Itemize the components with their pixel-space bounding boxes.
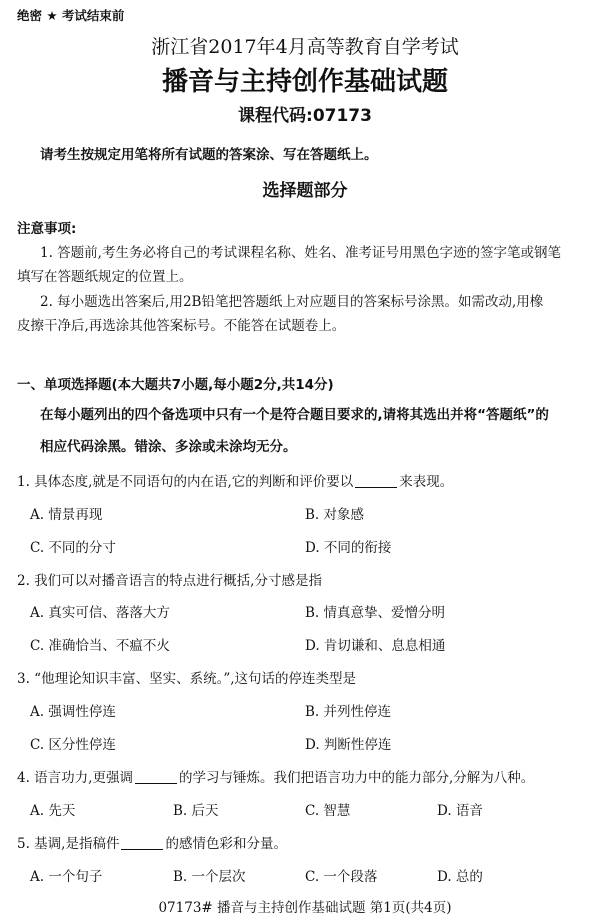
question-1-stem-end: 来表现。 xyxy=(399,474,454,490)
question-1-option-b: B. 对象感 xyxy=(305,507,365,523)
page-footer: 07173# 播音与主持创作基础试题 第1页(共4页) xyxy=(158,900,452,916)
question-1-stem xyxy=(17,470,453,490)
exam-title: 浙江省2017年4月高等教育自学考试 xyxy=(151,36,459,58)
answer-blank xyxy=(121,835,163,850)
question-2-option-b: B. 情真意挚、爱憎分明 xyxy=(305,605,446,621)
question-4-option-d: D. 语音 xyxy=(437,803,483,819)
question-4-stem-end: 的学习与锤炼。我们把语言功力中的能力部分,分解为八种。 xyxy=(178,770,535,786)
question-2-option-a: A. 真实可信、落落大方 xyxy=(30,605,170,621)
section-description-line-1: 在每小题列出的四个备选项中只有一个是符合题目要求的,请将其选出并将“答题纸”的 xyxy=(40,407,549,423)
part-title: 选择题部分 xyxy=(262,181,348,201)
question-2-option-d: D. 肯切谦和、息息相通 xyxy=(305,638,446,654)
section-heading: 一、单项选择题(本大题共7小题,每小题2分,共14分) xyxy=(17,377,334,393)
note-2-line-2: 皮擦干净后,再选涂其他答案标号。不能答在试题卷上。 xyxy=(17,318,346,334)
question-3-option-c: C. 区分性停连 xyxy=(30,737,116,753)
question-2-stem: 2. 我们可以对播音语言的特点进行概括,分寸感是指 xyxy=(17,573,322,589)
question-4-option-c: C. 智慧 xyxy=(305,803,351,819)
question-2-option-c: C. 准确恰当、不瘟不火 xyxy=(30,638,170,654)
question-5-option-b: B. 一个层次 xyxy=(173,869,246,885)
question-4-stem-start: 4. 语言功力,更强调 xyxy=(17,770,133,786)
section-description-line-2: 相应代码涂黑。错涂、多涂或未涂均无分。 xyxy=(40,439,297,455)
question-5-option-a: A. 一个句子 xyxy=(30,869,103,885)
question-5-stem xyxy=(17,832,287,852)
question-1-option-a: A. 情景再现 xyxy=(30,507,103,523)
question-3-option-a: A. 强调性停连 xyxy=(30,704,116,720)
notes-heading: 注意事项: xyxy=(17,221,77,237)
question-4-stem xyxy=(17,766,534,786)
paper-title: 播音与主持创作基础试题 xyxy=(161,67,448,97)
question-1-option-d: D. 不同的衔接 xyxy=(305,540,392,556)
question-5-option-d: D. 总的 xyxy=(437,869,483,885)
course-code: 课程代码:07173 xyxy=(238,106,372,126)
question-5-stem-end: 的感情色彩和分量。 xyxy=(165,836,287,852)
answer-blank xyxy=(355,473,397,488)
question-3-option-d: D. 判断性停连 xyxy=(305,737,392,753)
question-3-stem: 3. “他理论知识丰富、坚实、系统。”,这句话的停连类型是 xyxy=(17,671,357,687)
question-4-option-b: B. 后天 xyxy=(173,803,219,819)
question-3-option-b: B. 并列性停连 xyxy=(305,704,392,720)
note-1-line-1: 1. 答题前,考生务必将自己的考试课程名称、姓名、准考证号用黑色字迹的签字笔或钢笔 xyxy=(40,245,561,261)
question-5-option-c: C. 一个段落 xyxy=(305,869,378,885)
note-1-line-2: 填写在答题纸规定的位置上。 xyxy=(17,269,193,285)
question-5-stem-start: 5. 基调,是指稿件 xyxy=(17,836,120,852)
question-1-option-c: C. 不同的分寸 xyxy=(30,540,116,556)
question-1-stem-start: 1. 具体态度,就是不同语句的内在语,它的判断和评价要以 xyxy=(17,474,354,490)
instruction-text: 请考生按规定用笔将所有试题的答案涂、写在答题纸上。 xyxy=(40,147,378,163)
confidential-label: 绝密 ★ 考试结束前 xyxy=(17,8,125,23)
answer-blank xyxy=(135,769,177,784)
question-4-option-a: A. 先天 xyxy=(30,803,76,819)
note-2-line-1: 2. 每小题选出答案后,用2B铅笔把答题纸上对应题目的答案标号涂黑。如需改动,用橡 xyxy=(40,294,544,310)
